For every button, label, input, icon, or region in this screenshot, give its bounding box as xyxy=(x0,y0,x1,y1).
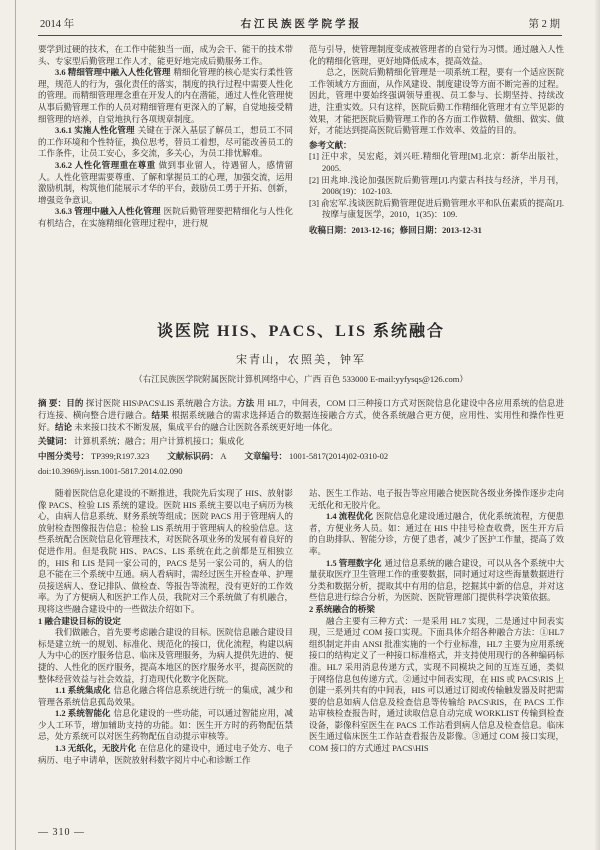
right-column-body xyxy=(309,488,564,826)
scan-edge-line xyxy=(15,0,16,850)
article-affiliation: （右江民族医学院附属医院计算机网络中心，广西 百色 533000 E-mail:yyfysqs@126.com） xyxy=(134,374,468,384)
clc-label: 中图分类号： xyxy=(38,451,90,461)
section-heading: 1.2 系统智能化 xyxy=(55,708,111,719)
paragraph: 随着医院信息化建设的不断推进，我院先后实现了 HIS、放射影像 PACS、检验 LIS 系统的建设。医院 HIS 系统主要以电子病历为核心，由病人信息系统、财务系统等组成；医院 PACS 用于管理病人的放射检查图像报告信息；检验 LIS 系统用于管理病人的检验信息。这些系统配合医院信息化管理技术，对医院各项业务的发展有着良好的促进作用。但是我院 HIS、PACS、LIS 系统在此之前都是互相独立的，HIS 和 LIS 是同一家公司的，PACS 是另一家公司的，病人的信息不能在三个系统中互通。病人看病时，需经过医生开检查单、护理员接送病人、登记排队、做检查、等报告等流程，没有更好的工作效率。为了方便病人和医护工作人员，我院对三个系统做了有机融合，现将这些融合建设中的一些做法介绍如下。 xyxy=(38,488,294,614)
section-heading-line: 2 系统融合的桥梁 xyxy=(309,603,375,614)
journal-title: 右江民族医学院学报 xyxy=(240,19,363,30)
article-id-label: 文章编号： xyxy=(244,451,288,461)
doi-line: doi:10.3969/j.issn.1001-5817.2014.02.090 xyxy=(38,466,183,476)
page-number: — 310 — xyxy=(38,827,85,838)
section-heading: 3.6.1 实施人性化管理 xyxy=(55,125,135,136)
reference-item: [1] 汪中求，吴宏彪，刘兴旺.精细化管理[M].北京：新华出版社，2005. xyxy=(309,151,564,173)
paragraph: 融合主要有三种方式：一是采用 HL7 实现，二是通过中间表实现，三是通过 COM 接口实现。下面具体介绍各种融合方法：①HL7 组织制定并由 ANSI 批准实施的一个行业标准，HL7 主要为应用系统接口的结构定义了一种接口标准格式，并支持使用现行的各种编码标准。HL7 采用消息传递方式，实现不同模块之间的互连互通，类似于网络信息包传递方式。②通过中间表实现，在 HIS 或 PACS\RIS 上创建一系列共有的中间表，HIS 可以通过订阅或传输触发器及时把需要的信息如病人信息及检查信息等传输给 PACS\RIS，在 PACS 工作站审核检查报告时，通过读取信息自动完成 WORKLIST 传输到检查设备，影像科室医生在 PACS 工作站看到病人信息及检查信息。临床医生通过临床医生工作站查看报告及影像。③通过 COM 接口实现，COM 接口的方式通过 PACS\HIS xyxy=(309,615,564,754)
section-heading: 1.1 系统集成化 xyxy=(55,685,111,696)
section-heading: 1.5 管理数字化 xyxy=(326,557,382,568)
article-body xyxy=(38,488,564,826)
paragraph: 3.6 精细管理中融入人性化管理 精细化管理的核心是实行柔性管理，规范人的行为，强化责任的落实，制度的执行过程中需要人性化的管理。而精细管理理念重在开发人的内在潜能，通过人性化管理使从事后勤管理工作的人员对精细管理有更深入的了解，自觉地接受精细管理的培养，自觉地执行各项规章制度。 xyxy=(38,67,294,124)
page-header xyxy=(40,16,560,31)
left-column-body xyxy=(38,488,293,826)
classification-line: 中图分类号： TP399;R197.323 文献标识码： A 文章编号： 1001-5817(2014)02-0310-02 xyxy=(38,451,389,461)
paragraph: 1.5 管理数字化 通过信息系统的融合建设，可以从各个系统中大量获取医疗卫生管理工作的重要数据，同时通过对这些海量数据进行分类和数据分析，提取其中有用的信息，挖掘其中新的信息，并对这些信息进行综合分析，为医院、医院管理部门提供科学决策依据。 xyxy=(309,557,564,603)
references-title: 参考文献： xyxy=(309,139,352,150)
reference-item: [3] 俞宏军.浅谈医院后勤管理促进后勤管理水平和队伍素质的提高[J].按摩与康复医学，2010，1(35)：109. xyxy=(309,197,564,220)
section-heading: 1.3 无纸化，无胶片化 xyxy=(55,743,137,754)
paragraph: 3.6.1 实施人性化管理 关键在于深入基层了解员工，想员工不同的工作环境和个性特征，换位思考，替员工着想，尽可能改善员工的工作条件，让员工安心，多交流，多关心，为员工排忧解难。 xyxy=(38,125,294,159)
paragraph: 1.3 无纸化，无胶片化 在信息化的建设中，通过电子处方、电子病历、电子申请单，医院放射科数字阅片中心和诊断工作 xyxy=(38,743,293,765)
paragraph: 要学到过硬的技术，在工作中能独当一面，成为会干、能干的技术带头、专家型后勤管理工作人才，能更好地完成后勤服务工作。 xyxy=(38,44,294,66)
article-authors: 宋青山，农照美，钟军 xyxy=(236,354,366,366)
reference-item: [2] 田兆坤.浅论加强医院后勤管理[J].内蒙古科技与经济，半月刊，2008(19)：102-103. xyxy=(309,174,564,197)
keywords-label: 关键词： xyxy=(38,436,73,446)
paragraph: 1.4 流程优化 医院信息化建设通过融合，优化系统流程，方便患者，方便业务人员。如：通过在 HIS 中挂号检查收费，医生开方后的自助排队、智能分诊，方便了患者，减少了医护工作量，提高了效率。 xyxy=(309,511,564,556)
objective-label: 目的 xyxy=(66,398,84,408)
scan-shadow xyxy=(594,0,600,850)
methods-label: 方法 xyxy=(237,398,255,408)
results-label: 结果 xyxy=(151,410,169,420)
article-header xyxy=(38,318,564,385)
abstract-label: 摘 要： xyxy=(38,398,67,408)
section-heading-line: 1 融合建设目标的设定 xyxy=(38,615,121,626)
paragraph: 1.1 系统集成化 信息化融合将信息系统进行统一的集成，减少和管理各系统信息孤岛效果。 xyxy=(38,685,293,707)
section-heading: 3.6.2 人性化管理重在尊重 xyxy=(55,159,156,170)
paragraph: 3.6.3 管理中融入人性化管理 医院后勤管理要把精细化与人性化有机结合，在实施精细化管理过程中，进行规 xyxy=(38,206,293,228)
doc-code-label: 文献标识码： xyxy=(167,451,219,461)
header-divider xyxy=(38,35,562,36)
header-issue: 第 2 期 xyxy=(528,19,560,30)
paragraph: 站、医生工作站、电子报告等应用融合使医院各级业务操作逐步走向无纸化和无胶片化。 xyxy=(309,488,564,510)
paragraph: 我们做融合，首先要考虑融合建设的目标。医院信息融合建设目标是建立统一的规划、标准化、规范化的接口，优化流程，构建以病人为中心的医疗服务信息、临床及管理服务，为病人提供先进的、便捷的、人性化的医疗服务，提高本地区的医疗服务水平，提高医院的整体经营效益与社会效益，打造现代化数字化医院。 xyxy=(38,627,294,684)
section-heading: 1.4 流程优化 xyxy=(326,511,373,522)
header-year: 2014 年 xyxy=(40,19,75,30)
abstract-text: 摘 要：目的 探讨医院 HIS\PACS\LIS 系统融合方法。方法 用 HL7，中间表，COM 口三种接口方式对医院信息化建设中各应用系统的信息进行连接、横向整合进行融合。结果 根据系统融合的需求选择适合的数据连接融合方式，使各系统融合更方便，应用性、实用性和操作性更好。结论 未来接口技术不断发展，集成平台的融合让医院各系统更好地一体化。 xyxy=(38,398,564,432)
section-heading: 3.6.3 管理中融入人性化管理 xyxy=(55,206,161,217)
previous-article-tail xyxy=(38,44,564,304)
abstract xyxy=(38,397,564,478)
section-heading: 3.6 精细管理中融入人性化管理 xyxy=(55,67,171,78)
paragraph: 1.2 系统智能化 信息化建设的一些功能，可以通过智能应用，减少人工环节，增加辅助支持的功能。如：医生开方时的药物配伍禁忌，处方系统可以对医生药物配伍自动提示审核等。 xyxy=(38,708,293,742)
article-title: 谈医院 HIS、PACS、LIS 系统融合 xyxy=(157,323,445,340)
conclusion-label: 结论 xyxy=(55,422,73,432)
keywords-line: 关键词： 计算机系统；融合；用户计算机接口；集成化 xyxy=(38,436,245,446)
left-column-top xyxy=(38,44,293,304)
page-content xyxy=(38,44,564,826)
paragraph: 总之，医院后勤精细化管理是一项系统工程，要有一个适应医院工作领域方方面面，从作风建设、制度建设等方面不断完善的过程。因此，管理中要始终强调领导重视、员工参与、长期坚持、持续改进，注重实效。只有这样，医院后勤工作精细化管理才有立竿见影的效果，才能把医院后勤管理工作的各方面工作做精、做细、做实、做好，才能达到提高医院后勤管理工作效率、效益的目的。 xyxy=(309,67,564,136)
received-revised-dates: 收稿日期：2013-12-16；修回日期：2013-12-31 xyxy=(309,224,482,235)
paragraph: 3.6.2 人性化管理重在尊重 做到事业留人，待遇留人，感情留人。人性化管理需要尊重、了解和掌握员工的心理，加强交流，运用激励机制，构筑他们能展示才华的平台，鼓励员工勇于开拓、创新，增强竞争意识。 xyxy=(38,159,294,205)
paragraph: 范与引导，使管理制度变成被管理者的自觉行为习惯。通过融入人性化的精细化管理，更好地降低成本，提高效益。 xyxy=(309,44,564,66)
right-column-top xyxy=(309,44,564,304)
